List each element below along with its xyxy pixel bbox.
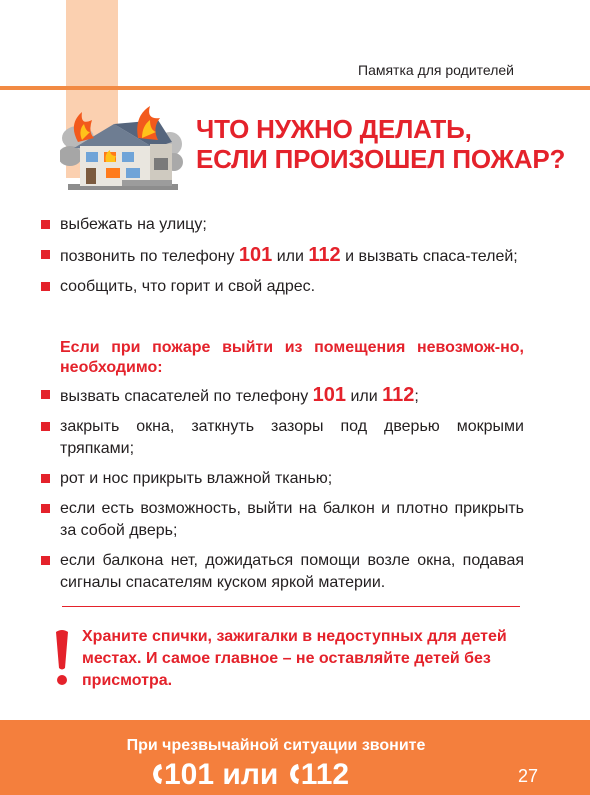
footer-call-text: При чрезвычайной ситуации звоните	[126, 737, 426, 754]
list-item	[40, 416, 524, 460]
page-number: 27	[518, 766, 539, 786]
item-text: ;	[414, 388, 419, 405]
title-line-1: ЧТО НУЖНО ДЕЛАТЬ,	[196, 114, 472, 144]
list-item	[40, 214, 524, 236]
item-text: позвонить по телефону	[60, 248, 239, 265]
list-item	[40, 384, 524, 408]
list-item	[40, 276, 524, 298]
item-text: закрыть окна, заткнуть зазоры под дверью мокрыми тряпками;	[60, 418, 524, 457]
divider	[62, 606, 520, 607]
item-text: и вызвать спаса-телей;	[340, 248, 518, 265]
phone-icon	[150, 762, 164, 786]
burning-house-icon	[60, 98, 184, 194]
item-text: если есть возможность, выйти на балкон и плотно прикрыть за собой дверь;	[60, 500, 524, 539]
phone-number: 112	[308, 244, 341, 266]
phone-number: 101	[238, 244, 273, 266]
exclamation-icon	[52, 628, 72, 688]
item-text: или	[346, 388, 383, 405]
document-label: Памятка для родителей	[358, 62, 514, 78]
item-text: выбежать на улицу;	[60, 216, 207, 233]
emergency-number: 101	[164, 758, 215, 791]
item-text: вызвать спасателей по телефону	[60, 388, 313, 405]
phone-number: 101	[312, 384, 347, 406]
list-item	[40, 550, 524, 594]
page-title	[196, 114, 565, 174]
list-item	[40, 244, 524, 268]
trapped-actions-list	[40, 384, 524, 602]
item-text: сообщить, что горит и свой адрес.	[60, 278, 316, 295]
emergency-number: 112	[300, 758, 350, 791]
item-text: рот и нос прикрыть влажной тканью;	[60, 470, 333, 487]
list-item	[40, 468, 524, 490]
item-text: или	[272, 248, 309, 265]
section-heading: Если при пожаре выйти из помещения невозмож-но, необходимо:	[60, 339, 524, 376]
title-line-2: ЕСЛИ ПРОИЗОШЕЛ ПОЖАР?	[196, 144, 566, 174]
header-rule	[0, 86, 590, 90]
actions-list	[40, 214, 524, 306]
phone-number: 112	[382, 384, 415, 406]
list-item	[40, 498, 524, 542]
phone-icon	[287, 762, 301, 786]
footer-numbers	[150, 758, 349, 792]
footer-banner	[0, 720, 590, 795]
warning-text: Храните спички, зажигалки в недоступных для детей местах. И самое главное – не оставляйте детей без присмотра.	[82, 628, 507, 689]
footer-conj: или	[214, 758, 287, 791]
item-text: если балкона нет, дожидаться помощи возле окна, подавая сигналы спасателям куском яркой материи.	[60, 552, 524, 591]
